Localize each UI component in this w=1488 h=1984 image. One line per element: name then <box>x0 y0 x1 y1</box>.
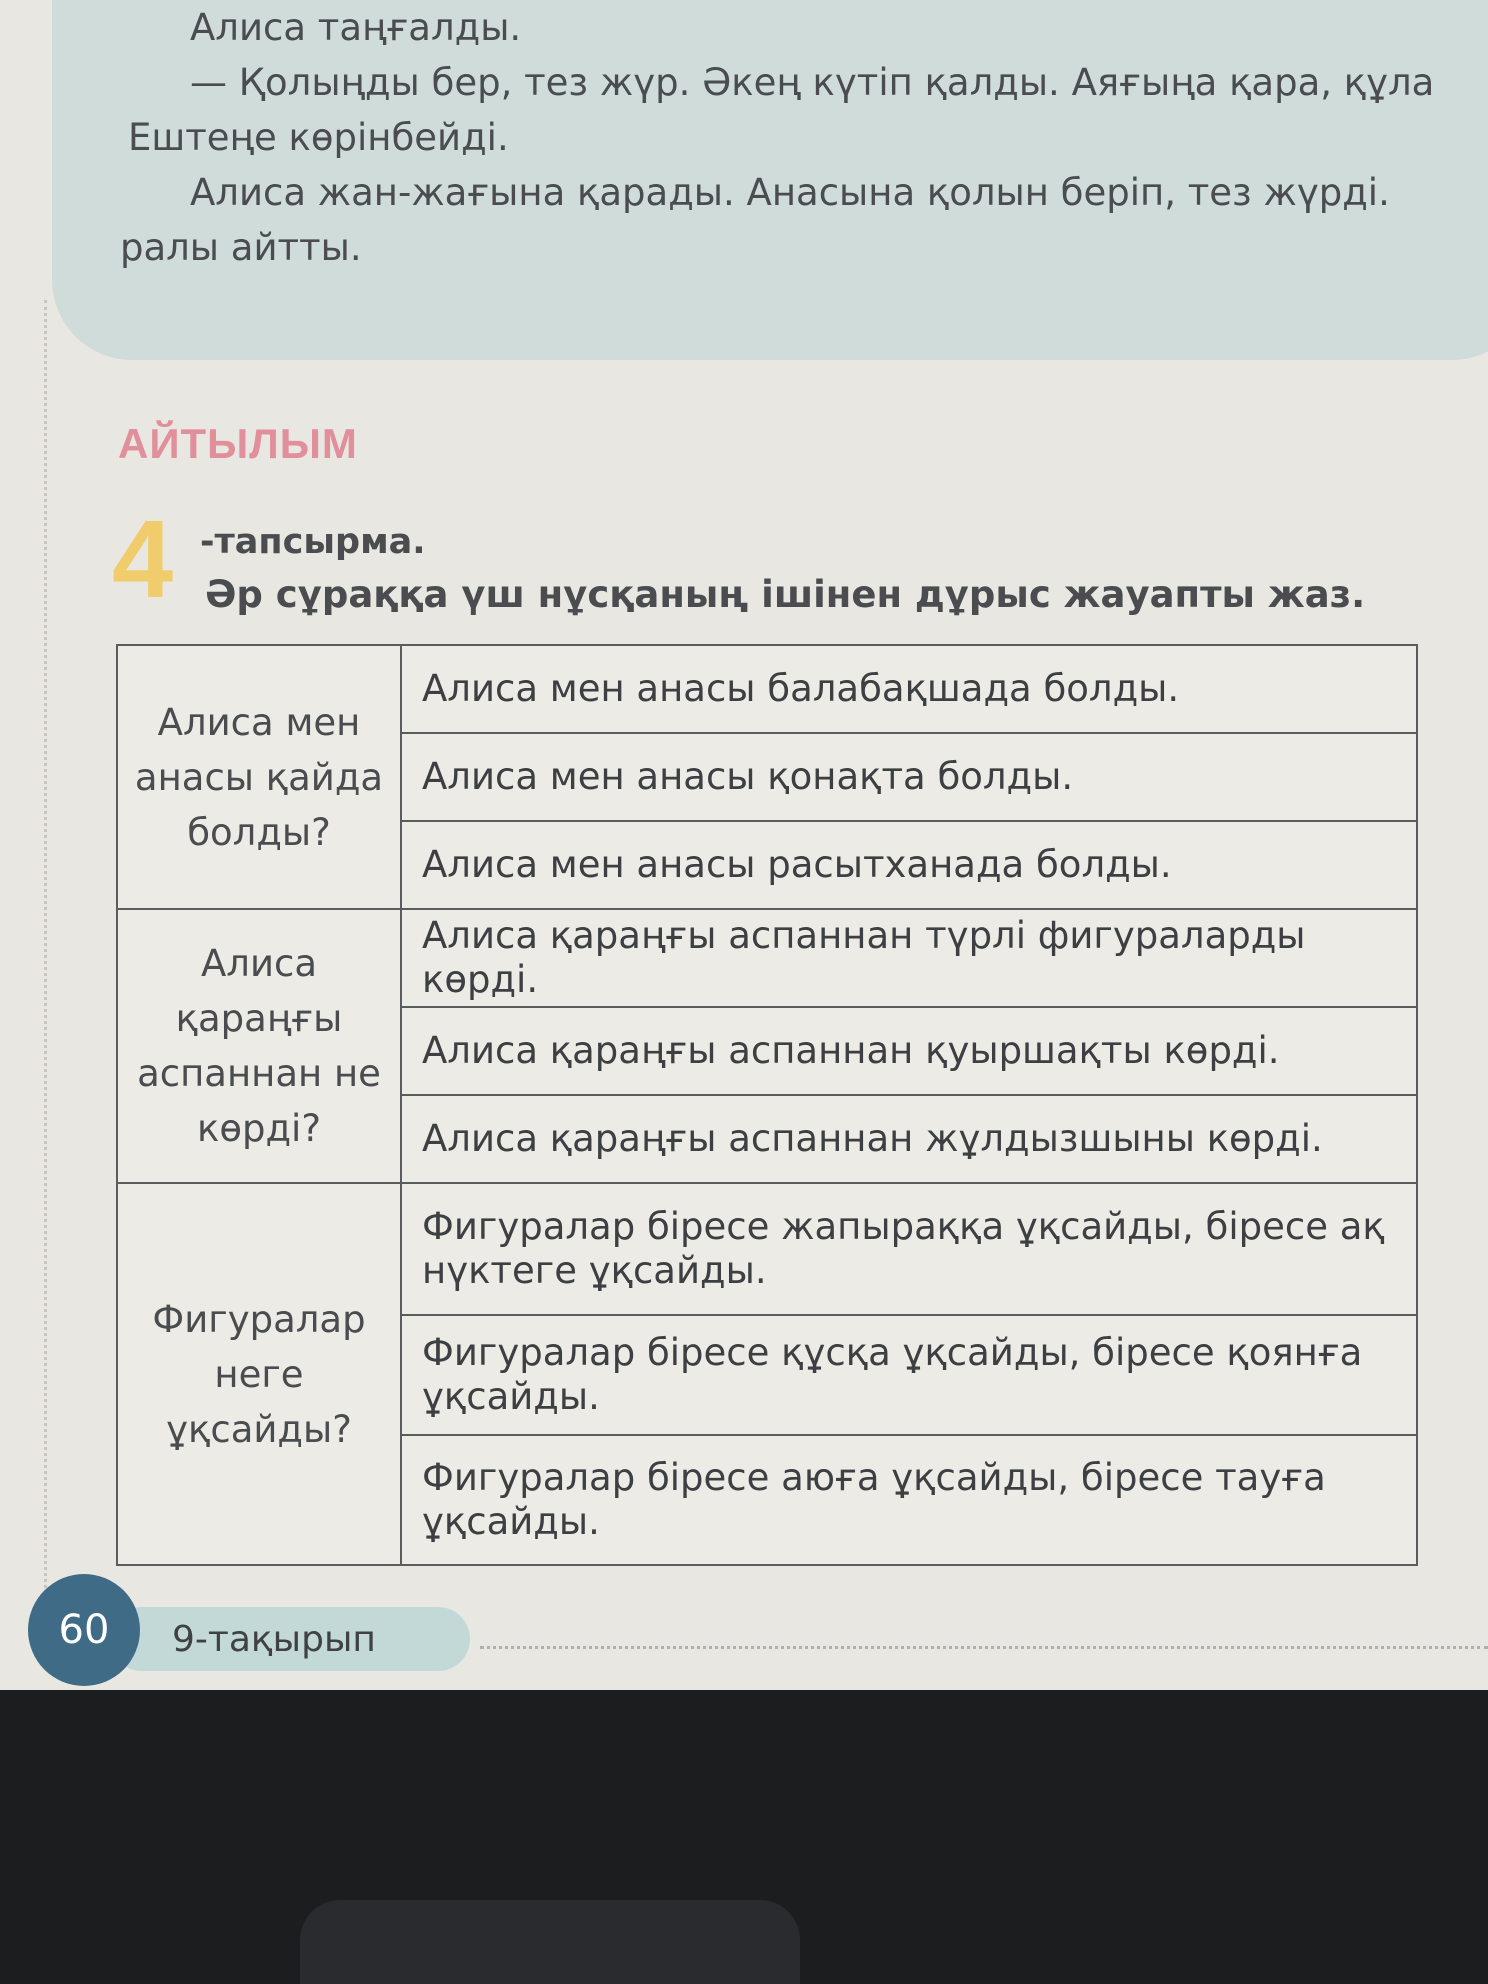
story-line: ралы айтты. <box>120 226 362 269</box>
answer-option[interactable]: Алиса қараңғы аспаннан қуыршақты көрді. <box>401 1007 1417 1095</box>
answer-option[interactable]: Фигуралар біресе аюға ұқсайды, біресе тауға ұқсайды. <box>401 1435 1417 1565</box>
story-text <box>120 0 1488 275</box>
answer-option[interactable]: Алиса қараңғы аспаннан түрлі фигураларды көрді. <box>401 909 1417 1007</box>
task-label: -тапсырма. <box>200 522 426 562</box>
table-row <box>117 1183 1417 1315</box>
answer-option[interactable]: Фигуралар біресе жапыраққа ұқсайды, біресе ақ нүктеге ұқсайды. <box>401 1183 1417 1315</box>
task-instruction: Әр сұраққа үш нұсқаның ішінен дұрыс жауапты жаз. <box>205 573 1366 616</box>
margin-dotted-line <box>44 300 47 1600</box>
story-line: Алиса таңғалды. <box>190 6 522 49</box>
page-number: 60 <box>58 1607 110 1653</box>
answer-option[interactable]: Алиса мен анасы расытханада болды. <box>401 821 1417 909</box>
quiz-table <box>116 644 1418 1566</box>
question-cell: Фигуралар неге ұқсайды? <box>117 1183 401 1565</box>
story-line: Алиса жан-жағына қарады. Анасына қолын беріп, тез жүрді. <box>190 171 1390 214</box>
answer-option[interactable]: Фигуралар біресе құсқа ұқсайды, біресе қоянға ұқсайды. <box>401 1315 1417 1435</box>
answer-option[interactable]: Алиса мен анасы қонақта болды. <box>401 733 1417 821</box>
table-row <box>117 645 1417 733</box>
background-object <box>300 1900 800 1984</box>
question-cell: Алиса қараңғы аспаннан не көрді? <box>117 909 401 1183</box>
footer-dotted-line <box>480 1646 1488 1649</box>
task-number: 4 <box>112 498 174 621</box>
answer-option[interactable]: Алиса қараңғы аспаннан жұлдызшыны көрді. <box>401 1095 1417 1183</box>
page-number-badge <box>28 1574 140 1686</box>
story-line: — Қолыңды бер, тез жүр. Әкең күтіп қалды. Аяғыңа қара, құла <box>190 61 1435 104</box>
topic-label: 9-тақырып <box>172 1619 376 1660</box>
answer-option[interactable]: Алиса мен анасы балабақшада болды. <box>401 645 1417 733</box>
story-line: Ештеңе көрінбейді. <box>128 116 509 159</box>
question-cell: Алиса мен анасы қайда болды? <box>117 645 401 909</box>
table-row <box>117 909 1417 1007</box>
section-title: АЙТЫЛЫМ <box>118 420 358 467</box>
